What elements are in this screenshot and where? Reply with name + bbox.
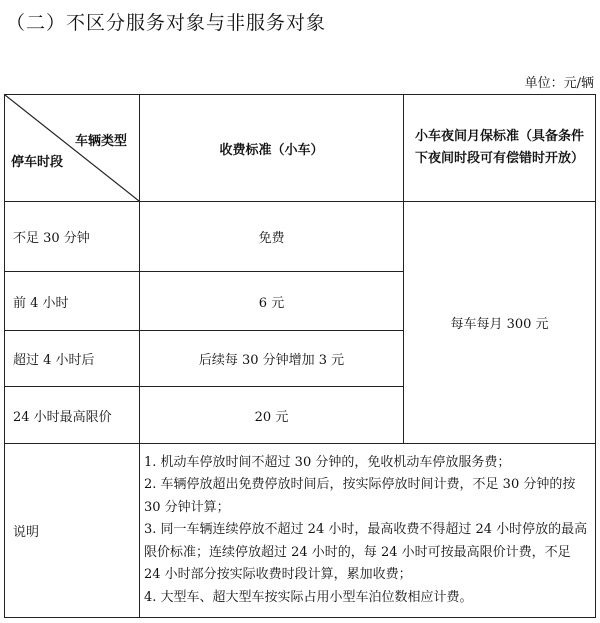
period-cell: 前 4 小时 — [5, 272, 140, 331]
period-cell: 超过 4 小时后 — [5, 331, 140, 387]
table-header-row — [5, 95, 596, 202]
unit-label: 单位：元/辆 — [524, 76, 594, 91]
period-cell: 不足 30 分钟 — [5, 202, 140, 272]
parking-fee-table — [4, 94, 596, 618]
fee-standard-header: 收费标准（小车） — [140, 95, 404, 202]
fee-cell: 后续每 30 分钟增加 3 元 — [140, 331, 404, 387]
fee-cell: 20 元 — [140, 387, 404, 444]
fee-cell: 6 元 — [140, 272, 404, 331]
section-heading: （二）不区分服务对象与非服务对象 — [6, 12, 327, 34]
period-cell: 24 小时最高限价 — [5, 387, 140, 444]
fee-cell: 免费 — [140, 202, 404, 272]
corner-header-cell — [5, 95, 140, 202]
table-row — [5, 202, 596, 272]
monthly-standard-header: 小车夜间月保标准（具备条件下夜间时段可有偿错时开放） — [404, 95, 596, 202]
vehicle-type-label: 车辆类型 — [74, 134, 127, 149]
note-item: 1. 机动车停放时间不超过 30 分钟的，免收机动车停放服务费； — [144, 454, 511, 470]
parking-period-label: 停车时段 — [11, 155, 64, 170]
notes-label-cell: 说明 — [5, 444, 140, 618]
note-item: 2. 车辆停放超出免费停放时间后，按实际停放时间计费，不足 30 分钟的按 30 分钟计算； — [144, 477, 576, 515]
notes-cell — [140, 444, 596, 618]
note-item: 3. 同一车辆连续停放不超过 24 小时，最高收费不得超过 24 小时停放的最高限价标准；连续停放超过 24 小时的，每 24 小时可按最高限价计费，不足 24 小时部分按实际收费时段计算，累加收费； — [144, 522, 588, 583]
monthly-value-cell: 每车每月 300 元 — [404, 202, 596, 444]
note-item: 4. 大型车、超大型车按实际占用小型车泊位数相应计费。 — [144, 589, 473, 605]
notes-row — [5, 444, 596, 618]
